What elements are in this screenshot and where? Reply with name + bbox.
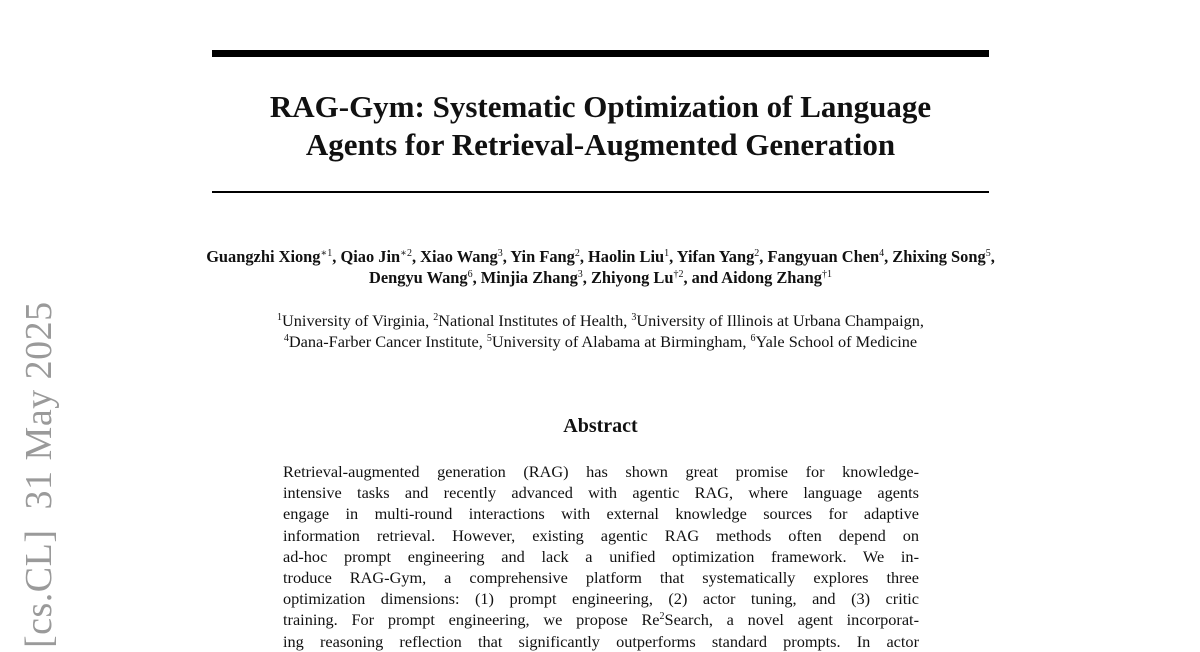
author: Zhiyong Lu$^{\dagger 2}$ <box>590 268 684 287</box>
abstract-line: information retrieval. However, existing agentic RAG methods often depend on <box>283 525 919 545</box>
author: Yifan Yang$^2$ <box>676 247 760 266</box>
author: Fangyuan Chen$^4$ <box>767 247 885 266</box>
author: Guangzhi Xiong$^{∗1}$ <box>206 247 333 266</box>
affiliation: $^1$University of Virginia <box>277 311 426 330</box>
arxiv-date: 31 May 2025 <box>18 301 60 510</box>
arxiv-category: [cs.CL] <box>18 529 60 648</box>
affiliation: $^5$University of Alabama at Birmingham <box>486 332 743 351</box>
author: Aidong Zhang$^{\dagger 1}$ <box>721 268 832 287</box>
abstract-line: training. For prompt engineering, we propose Re$^2$Search, a novel agent incorporat- <box>283 610 919 630</box>
author: Qiao Jin$^{∗2}$ <box>340 247 412 266</box>
author: Haolin Liu$^1$ <box>588 247 670 266</box>
author-list: Guangzhi Xiong$^{∗1}$, Qiao Jin$^{∗2}$, Xiao Wang$^3$, Yin Fang$^2$, Haolin Liu$^1$, Yifan Yang$^2$, Fangyuan Chen$^4$, Zhixing Song$^5$, Dengyu Wang$^6$, Minjia Zhang$^3$, Zhiyong Lu$^{\dagger 2}$, and Aidong Zhang$^{\dagger 1}$ <box>206 247 995 287</box>
abstract-line: troduce RAG-Gym, a comprehensive platform that systematically explores three <box>283 567 919 587</box>
abstract-line: Retrieval-augmented generation (RAG) has shown great promise for knowledge- <box>283 462 919 481</box>
abstract-line: engage in multi-round interactions with external knowledge sources for adaptive <box>283 504 919 524</box>
abstract-line: ad-hoc prompt engineering and lack a unified optimization framework. We in- <box>283 546 919 566</box>
author: Dengyu Wang$^6$ <box>369 268 473 287</box>
author: Yin Fang$^2$ <box>510 247 580 266</box>
paper-title <box>212 88 989 164</box>
author: Zhixing Song$^5$ <box>892 247 991 266</box>
title-line-2: Agents for Retrieval-Augmented Generation <box>305 127 896 162</box>
title-top-rule <box>212 50 989 57</box>
title-line-1: RAG-Gym: Systematic Optimization of Language <box>269 89 932 124</box>
arxiv-side-stamp <box>20 301 58 648</box>
affiliation: $^6$Yale School of Medicine <box>750 332 918 351</box>
affiliation-list: $^1$University of Virginia, $^2$National Institutes of Health, $^3$University of Illinois at Urbana Champaign, $^4$Dana-Farber Cancer Institute, $^5$University of Alabama at Birmingham, $^6$Yale School of Medicine <box>277 311 924 351</box>
author: Xiao Wang$^3$ <box>420 247 503 266</box>
abstract-line: intensive tasks and recently advanced with agentic RAG, where language agents <box>283 483 919 503</box>
abstract-body <box>283 461 919 652</box>
author: Minjia Zhang$^3$ <box>480 268 583 287</box>
affiliation: $^4$Dana-Farber Cancer Institute <box>283 332 479 351</box>
affiliation: $^2$National Institutes of Health <box>433 311 624 330</box>
abstract-line: optimization dimensions: (1) prompt engineering, (2) actor tuning, and (3) critic <box>283 589 919 609</box>
abstract-line: ing reasoning reflection that significantly outperforms standard prompts. In actor <box>283 631 919 651</box>
title-bottom-rule <box>212 191 989 193</box>
affiliation: $^3$University of Illinois at Urbana Champaign <box>631 311 920 330</box>
abstract-heading: Abstract <box>563 415 638 437</box>
